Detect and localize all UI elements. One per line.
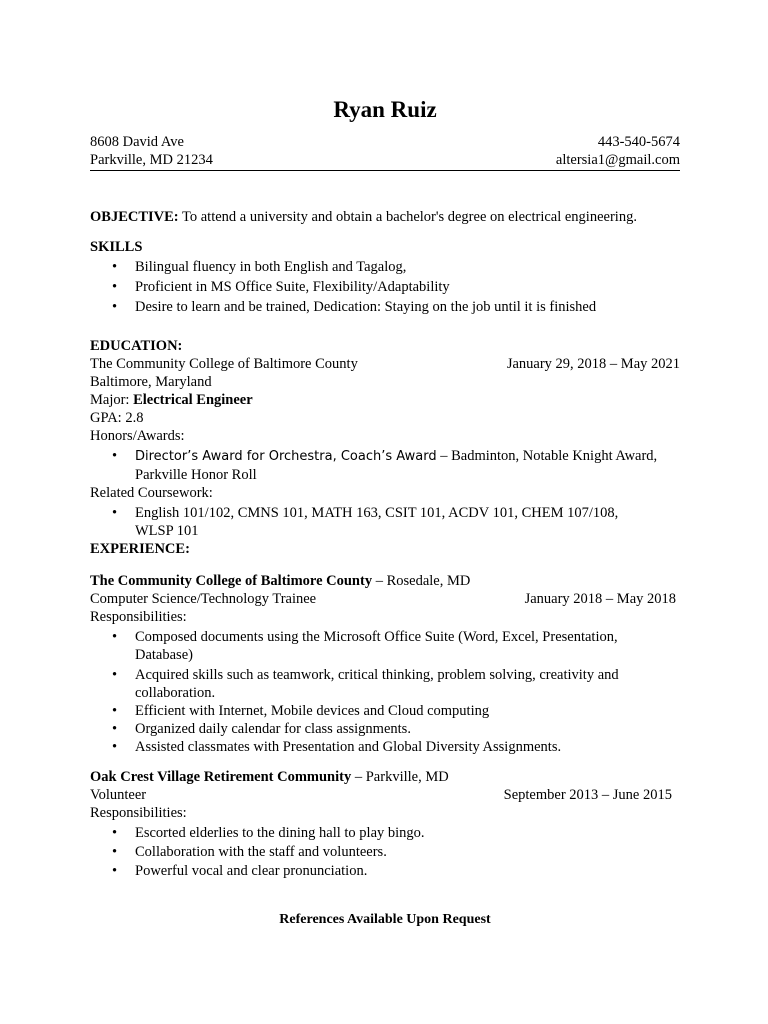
skills-heading: SKILLS bbox=[90, 239, 143, 255]
job-1-location: Rosedale, MD bbox=[386, 573, 471, 589]
list-item bbox=[90, 666, 680, 702]
list-item: • Desire to learn and be trained, Dedication: Staying on the job until it is finished bbox=[90, 298, 680, 316]
education-dates: January 29, 2018 – May 2021 bbox=[506, 356, 680, 372]
skills-list bbox=[90, 258, 680, 316]
list-item bbox=[90, 628, 680, 664]
job-1-item-1b: Database) bbox=[135, 647, 193, 663]
job-1-title: Computer Science/Technology Trainee bbox=[90, 591, 317, 607]
coursework-list bbox=[90, 504, 680, 540]
references-note: References Available Upon Request bbox=[279, 912, 491, 927]
job-2-title: Volunteer bbox=[90, 787, 147, 803]
honors-line2: Parkville Honor Roll bbox=[135, 467, 257, 483]
coursework-label: Related Coursework: bbox=[90, 485, 213, 501]
job-1-item-2b: collaboration. bbox=[135, 685, 216, 701]
major-value: Electrical Engineer bbox=[133, 392, 253, 408]
job-2-sep: – bbox=[351, 769, 366, 785]
job-1-dates: January 2018 – May 2018 bbox=[524, 591, 676, 607]
address-line-1: 8608 David Ave bbox=[90, 134, 184, 150]
email-address[interactable]: altersia1@gmail.com bbox=[555, 152, 680, 168]
list-item: • Collaboration with the staff and volunteers. bbox=[90, 843, 680, 861]
honors-list bbox=[90, 447, 680, 484]
job-1-employer: The Community College of Baltimore County bbox=[90, 573, 373, 589]
list-item: • Escorted elderlies to the dining hall to play bingo. bbox=[90, 824, 680, 842]
education-major bbox=[90, 391, 680, 409]
list-item bbox=[90, 447, 680, 484]
list-item: • Proficient in MS Office Suite, Flexibility/Adaptability bbox=[90, 278, 680, 296]
job-2-resp-label: Responsibilities: bbox=[90, 805, 187, 821]
job-2-employer: Oak Crest Village Retirement Community bbox=[90, 769, 352, 785]
job-2-dates: September 2013 – June 2015 bbox=[503, 787, 672, 803]
job-1-header bbox=[90, 572, 680, 590]
job-2-header bbox=[90, 768, 680, 786]
header-divider bbox=[90, 170, 680, 171]
candidate-name: Ryan Ruiz bbox=[333, 97, 437, 122]
list-item bbox=[90, 504, 680, 540]
job-1-resp-label: Responsibilities: bbox=[90, 609, 187, 625]
coursework-line2: WLSP 101 bbox=[135, 523, 199, 539]
objective-text: To attend a university and obtain a bachelor's degree on electrical engineering. bbox=[178, 209, 637, 225]
coursework-line1: English 101/102, CMNS 101, MATH 163, CSIT 101, ACDV 101, CHEM 107/108, bbox=[135, 505, 619, 521]
address-line-2: Parkville, MD 21234 bbox=[90, 152, 213, 168]
job-1-sep: – bbox=[372, 573, 387, 589]
job-2 bbox=[90, 768, 680, 880]
list-item: • Assisted classmates with Presentation and Global Diversity Assignments. bbox=[90, 738, 680, 756]
list-item: • Bilingual fluency in both English and Tagalog, bbox=[90, 258, 680, 276]
job-1-item-1a: Composed documents using the Microsoft Office Suite (Word, Excel, Presentation, bbox=[135, 629, 618, 645]
job-2-location: Parkville, MD bbox=[365, 769, 449, 785]
resume-page bbox=[90, 0, 680, 1024]
education-section bbox=[90, 337, 680, 558]
list-item: • Efficient with Internet, Mobile devices and Cloud computing bbox=[90, 702, 680, 720]
job-1-list bbox=[90, 628, 680, 756]
contact-block bbox=[90, 133, 680, 169]
experience-heading: EXPERIENCE: bbox=[90, 541, 190, 557]
phone-number: 443-540-5674 bbox=[597, 134, 680, 150]
skills-section bbox=[90, 238, 680, 316]
honors-label: Honors/Awards: bbox=[90, 428, 185, 444]
job-1-item-2a: Acquired skills such as teamwork, critical thinking, problem solving, creativity and bbox=[135, 667, 619, 683]
job-2-list bbox=[90, 824, 680, 880]
list-item: • Organized daily calendar for class assignments. bbox=[90, 720, 680, 738]
education-location: Baltimore, Maryland bbox=[90, 374, 212, 390]
major-label: Major: bbox=[90, 392, 134, 408]
objective-section bbox=[90, 208, 680, 226]
job-1 bbox=[90, 572, 680, 756]
honors-rest: – Badminton, Notable Knight Award, bbox=[436, 448, 658, 464]
list-item: • Powerful vocal and clear pronunciation. bbox=[90, 862, 680, 880]
education-gpa: GPA: 2.8 bbox=[90, 410, 144, 426]
objective-label: OBJECTIVE: bbox=[90, 209, 179, 225]
education-school: The Community College of Baltimore County bbox=[90, 356, 358, 372]
honors-lead: Director’s Award for Orchestra, Coach’s Award bbox=[135, 449, 437, 464]
education-heading: EDUCATION: bbox=[90, 338, 183, 354]
